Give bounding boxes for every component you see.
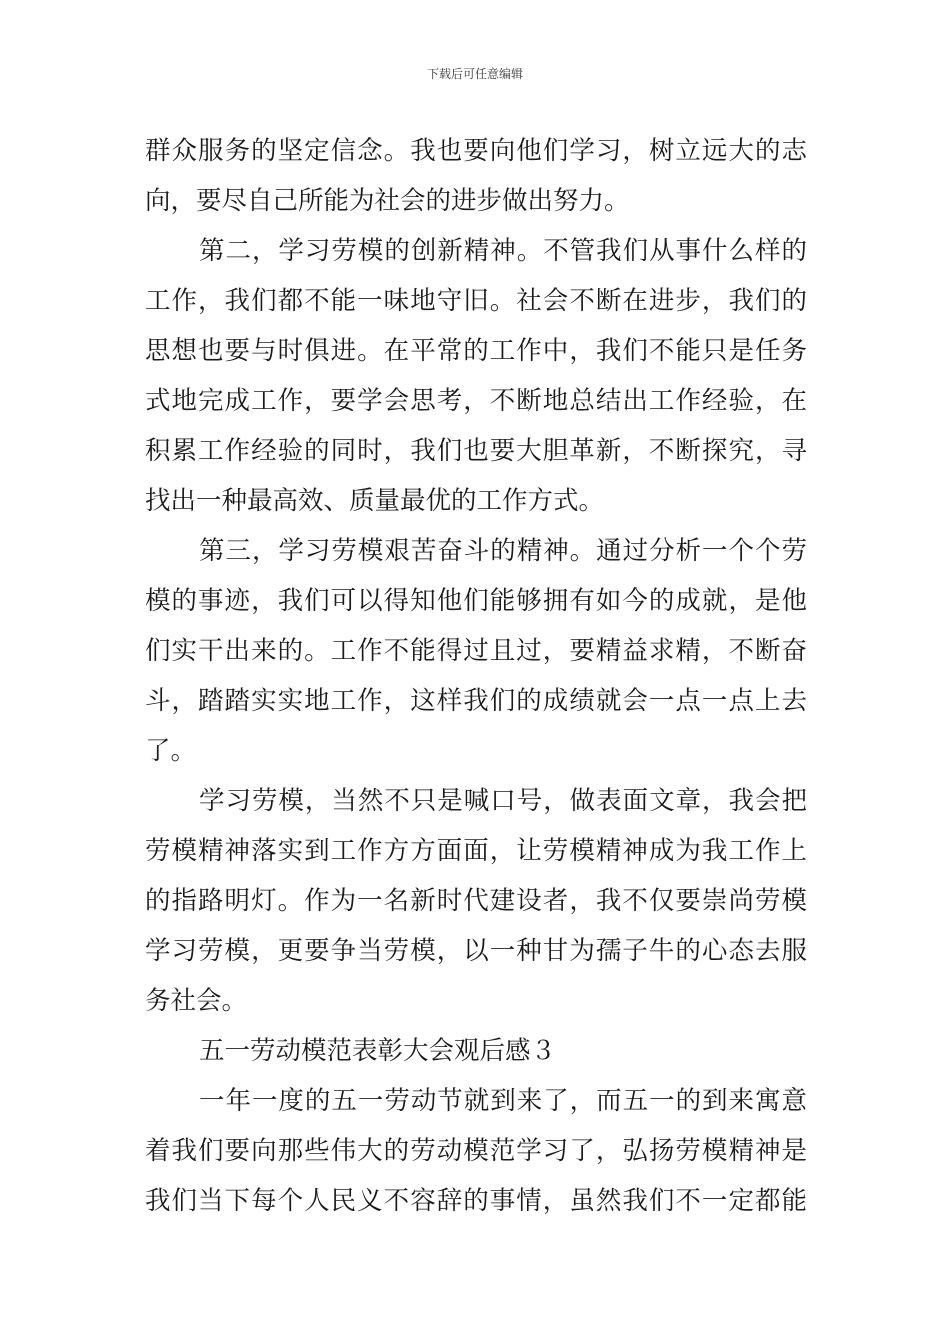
text-line: 务社会。 [145, 986, 248, 1016]
text-line: 了。 [145, 736, 197, 766]
text-line: 群众服务的坚定信念。我也要向他们学习，树立远大的志 [145, 136, 807, 166]
text-line: 模的事迹，我们可以得知他们能够拥有如今的成就，是他 [145, 586, 807, 616]
text-line: 第二，学习劳模的创新精神。不管我们从事什么样的 [199, 236, 807, 266]
text-line: 第三，学习劳模艰苦奋斗的精神。通过分析一个个劳 [199, 536, 807, 566]
text-line: 们实干出来的。工作不能得过且过，要精益求精，不断奋 [145, 636, 807, 666]
text-line: 向，要尽自己所能为社会的进步做出努力。 [145, 186, 630, 216]
text-line: 思想也要与时俱进。在平常的工作中，我们不能只是任务 [145, 336, 807, 366]
text-line: 找出一种最高效、质量最优的工作方式。 [145, 486, 605, 516]
text-line: 一年一度的五一劳动节就到来了，而五一的到来寓意 [199, 1086, 807, 1116]
text-line: 的指路明灯。作为一名新时代建设者，我不仅要崇尚劳模 [145, 886, 807, 916]
page-header: 下载后可任意编辑 [426, 67, 523, 81]
text-line: 着我们要向那些伟大的劳动模范学习了，弘扬劳模精神是 [145, 1136, 807, 1166]
text-line: 学习劳模，当然不只是喊口号，做表面文章，我会把 [199, 786, 807, 816]
text-line: 劳模精神落实到工作方方面面，让劳模精神成为我工作上 [145, 836, 807, 866]
section-heading: 五一劳动模范表彰大会观后感３ [199, 1036, 557, 1066]
text-line: 式地完成工作，要学会思考，不断地总结出工作经验，在 [145, 386, 807, 416]
text-line: 我们当下每个人民义不容辞的事情，虽然我们不一定都能 [145, 1186, 807, 1216]
text-line: 学习劳模，更要争当劳模，以一种甘为孺子牛的心态去服 [145, 936, 807, 966]
text-line: 积累工作经验的同时，我们也要大胆革新，不断探究，寻 [145, 436, 807, 466]
text-line: 工作，我们都不能一味地守旧。社会不断在进步，我们的 [145, 286, 807, 316]
document-body [145, 126, 807, 1226]
text-line: 斗，踏踏实实地工作，这样我们的成绩就会一点一点上去 [145, 686, 807, 716]
